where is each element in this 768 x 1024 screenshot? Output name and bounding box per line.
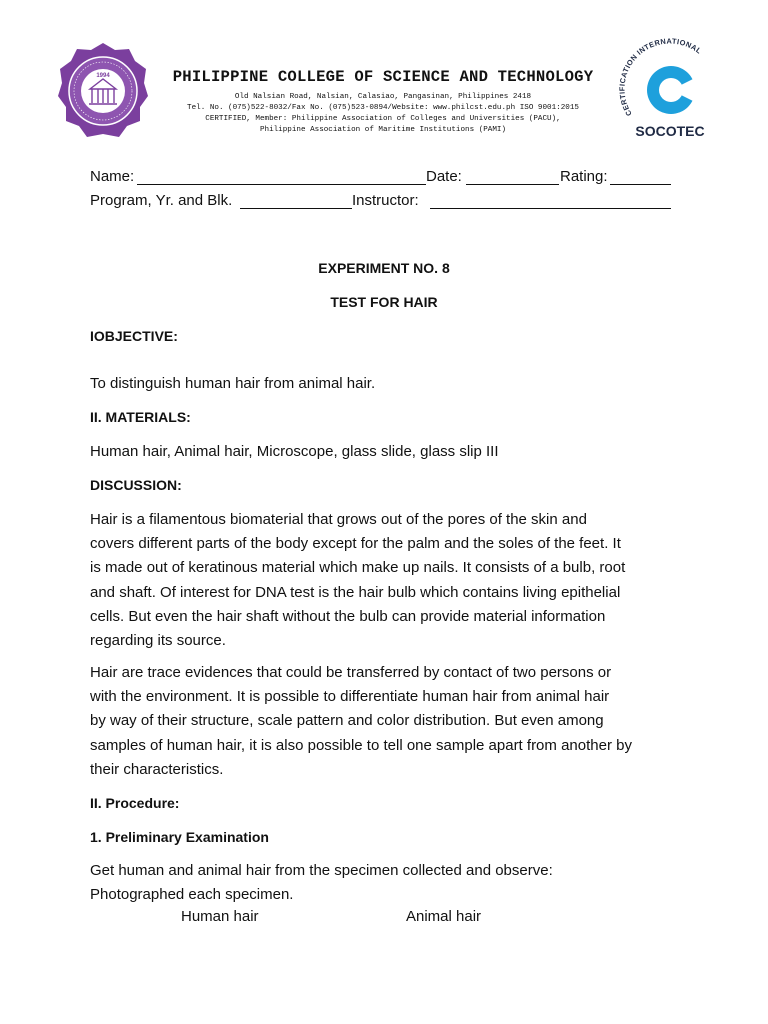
preliminary-text [90,859,690,907]
discussion-heading: DISCUSSION: [90,477,182,493]
test-title: TEST FOR HAIR [330,294,438,310]
name-field[interactable] [137,184,426,185]
address-line-3: CERTIFIED, Member: Philippine Association of Colleges and Universities (PACU), [205,115,561,123]
address-line-2: Tel. No. (075)522-8032/Fax No. (075)523-0894/Website: www.philcst.edu.ph ISO 9001:2015 [187,104,579,112]
rating-field[interactable] [610,184,671,185]
discussion-paragraph-2 [90,661,690,782]
certification-logo [612,34,724,142]
discussion-paragraph-1-text: Hair is a filamentous biomaterial that grows out of the pores of the skin and covers different parts of the body except for the palm and the soles of the feet. It is made out of keratinous material which make up nails. It consists of a bulb, root and shaft. Of interest for DNA test is the hair bulb which contains living epithelial cells. But even the hair shaft without the bulb can provide material information regarding its source. [90,511,626,650]
objective-text: To distinguish human hair from animal hair. [90,375,376,392]
preliminary-text-body: Get human and animal hair from the specimen collected and observe: Photographed each specimen. [90,862,553,904]
materials-text: Human hair, Animal hair, Microscope, glass slide, glass slip III [90,443,499,460]
college-name: PHILIPPINE COLLEGE OF SCIENCE AND TECHNOLOGY [172,68,594,86]
preliminary-heading: 1. Preliminary Examination [90,829,269,845]
discussion-paragraph-1 [90,508,690,653]
name-label: Name: [90,168,135,185]
procedure-heading: II. Procedure: [90,795,180,811]
program-field[interactable] [240,208,352,209]
date-label: Date: [426,168,462,185]
seal-year: 1994 [96,73,110,79]
column-animal-hair: Animal hair [406,908,482,925]
materials-heading: II. MATERIALS: [90,409,191,425]
discussion-paragraph-2-text: Hair are trace evidences that could be transferred by contact of two persons or with the environment. It is possible to differentiate human hair from animal hair by way of their structure, scale pattern and color distribution. But even among samples of human hair, it is also possible to tell one sample apart from another by their characteristics. [90,664,632,778]
objective-heading: IOBJECTIVE: [90,328,178,344]
date-field[interactable] [466,184,559,185]
instructor-label: Instructor: [352,192,419,209]
experiment-title: EXPERIMENT NO. 8 [318,260,450,276]
cert-arc-text: CERTIFICATION INTERNATIONAL [617,36,704,118]
rating-label: Rating: [560,168,608,185]
address-line-4: Philippine Association of Maritime Institutions (PAMI) [259,126,507,134]
cert-brand: SOCOTEC [635,123,705,139]
instructor-field[interactable] [430,208,671,209]
program-label: Program, Yr. and Blk. [90,192,233,209]
address-line-1: Old Nalsian Road, Nalsian, Calasiao, Pangasinan, Philippines 2418 [234,93,532,101]
column-human-hair: Human hair [181,908,259,925]
